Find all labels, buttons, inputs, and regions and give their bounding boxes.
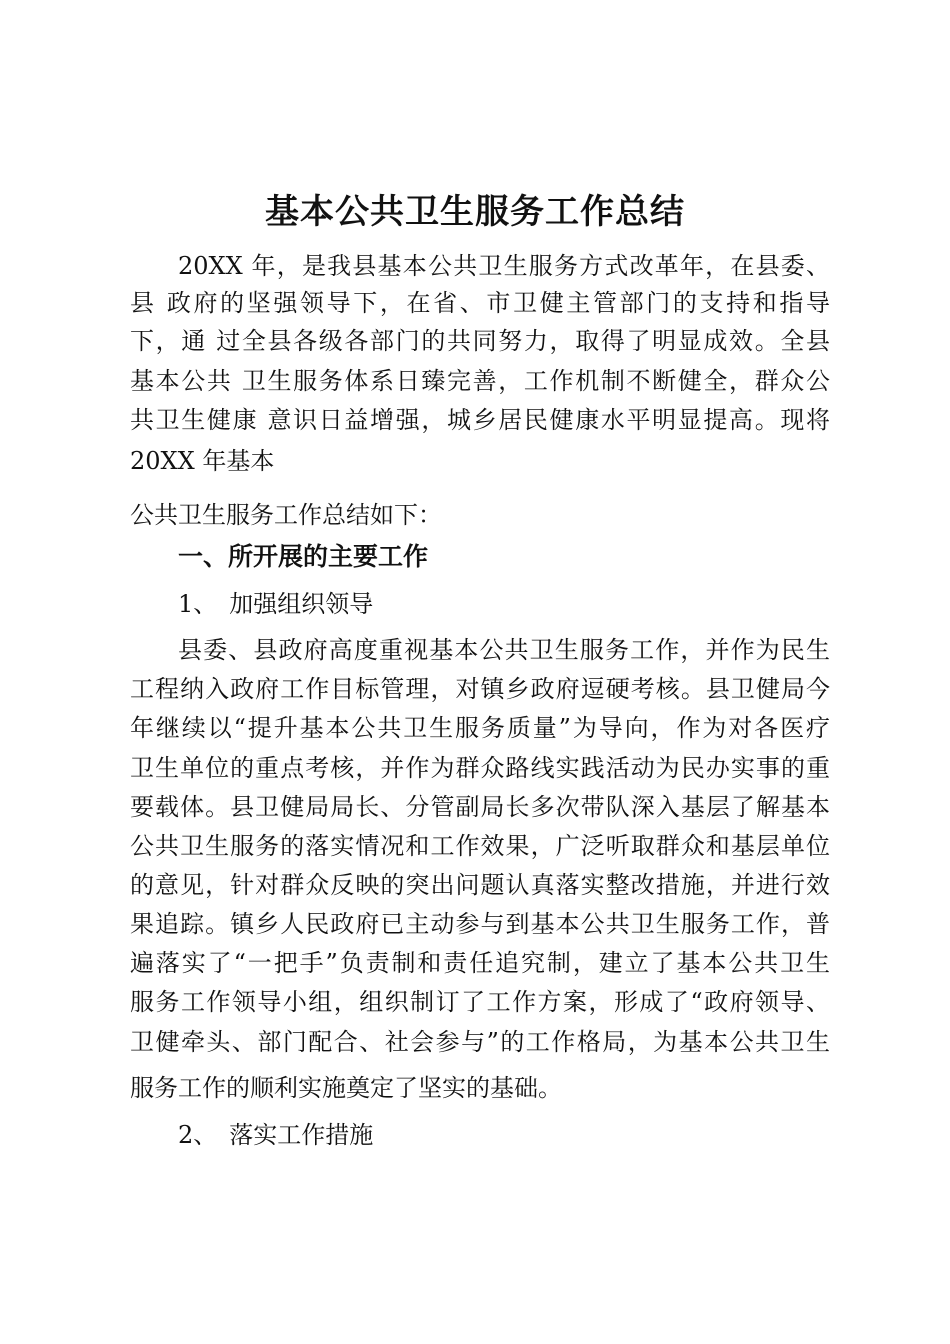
item-1-line-8: 果追踪。镇乡人民政府已主动参与到基本公共卫生服务工作，普 — [130, 910, 830, 938]
item-1-line-9: 遍落实了“一把手”负责制和责任追究制，建立了基本公共卫生 — [130, 949, 830, 977]
intro-line-2: 县 政府的坚强领导下，在省、市卫健主管部门的支持和指导 — [130, 289, 830, 317]
item-1-line-6: 公共卫生服务的落实情况和工作效果，广泛听取群众和基层单位 — [130, 832, 830, 860]
item-1-line-3: 年继续以“提升基本公共卫生服务质量”为导向，作为对各医疗 — [130, 714, 830, 742]
item-2-heading: 2、 落实工作措施 — [178, 1121, 374, 1149]
item-1-line-11: 卫健牵头、部门配合、社会参与”的工作格局，为基本公共卫生 — [130, 1028, 830, 1056]
intro-line-3: 下，通 过全县各级各部门的共同努力，取得了明显成效。全县 — [130, 327, 830, 355]
intro-continuation: 公共卫生服务工作总结如下： — [130, 501, 442, 529]
item-1-line-1: 县委、县政府高度重视基本公共卫生服务工作，并作为民生 — [178, 636, 830, 664]
item-1-line-5: 要载体。县卫健局局长、分管副局长多次带队深入基层了解基本 — [130, 793, 830, 821]
item-1-line-10: 服务工作领导小组，组织制订了工作方案，形成了“政府领导、 — [130, 988, 830, 1016]
item-1-line-12: 服务工作的顺利实施奠定了坚实的基础。 — [130, 1074, 562, 1102]
intro-line-5: 共卫生健康 意识日益增强，城乡居民健康水平明显提高。现将 — [130, 406, 830, 434]
intro-line-6: 20XX 年基本 — [130, 447, 275, 475]
item-1-line-2: 工程纳入政府工作目标管理，对镇乡政府逗硬考核。县卫健局今 — [130, 675, 830, 703]
item-1-line-4: 卫生单位的重点考核，并作为群众路线实践活动为民办实事的重 — [130, 754, 830, 782]
item-1-heading: 1、 加强组织领导 — [178, 590, 374, 618]
intro-line-4: 基本公共 卫生服务体系日臻完善，工作机制不断健全，群众公 — [130, 367, 830, 395]
item-1-line-7: 的意见，针对群众反映的突出问题认真落实整改措施，并进行效 — [130, 871, 830, 899]
document-title: 基本公共卫生服务工作总结 — [265, 192, 685, 232]
section-1-heading: 一、所开展的主要工作 — [178, 542, 429, 571]
intro-line-1: 20XX 年，是我县基本公共卫生服务方式改革年，在县委、 — [178, 252, 830, 280]
